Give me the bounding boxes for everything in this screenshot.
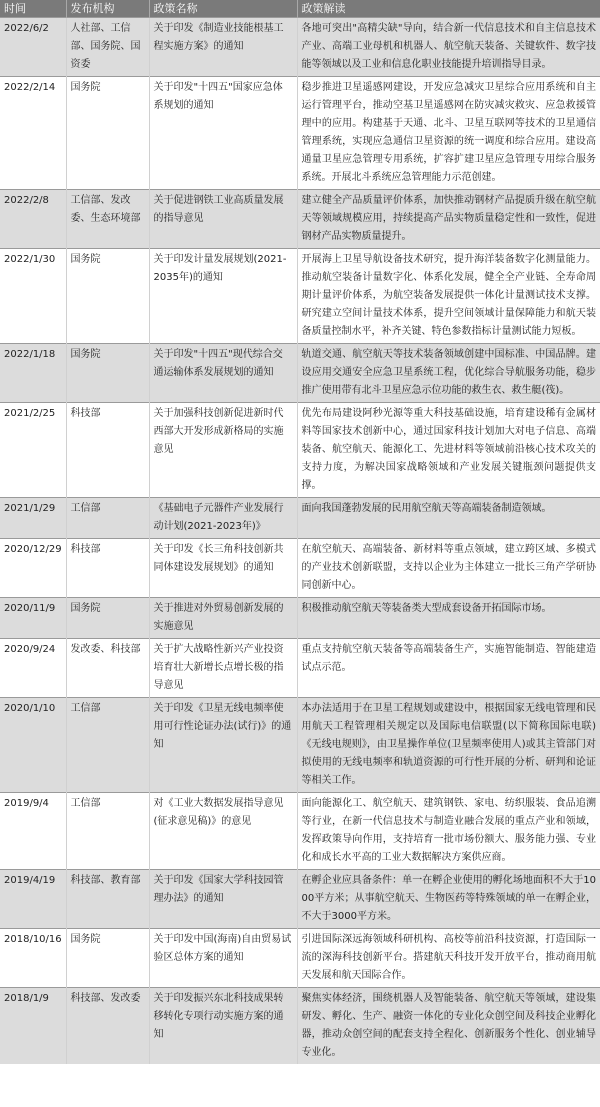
table-header-row bbox=[0, 0, 600, 18]
cell-desc: 积极推动航空航天等装备类大型成套设备开拓国际市场。 bbox=[297, 598, 600, 639]
cell-date: 2022/1/18 bbox=[0, 344, 66, 403]
cell-date: 2020/12/29 bbox=[0, 539, 66, 598]
cell-desc: 优先布局建设阿秒光源等重大科技基础设施，培育建设稀有金属材料等国家技术创新中心，通过国家科技计划加大对电子信息、高端装备、航空航天、能源化工、先进材料等领域前沿核心技术攻关的支持力度，为解决国家战略领域和产业发展关键瓶颈问题提供支撑。 bbox=[297, 403, 600, 498]
cell-org: 发改委、科技部 bbox=[66, 639, 149, 698]
cell-policy-name: 关于印发"十四五"现代综合交通运输体系发展规划的通知 bbox=[149, 344, 297, 403]
cell-org: 工信部 bbox=[66, 793, 149, 870]
cell-policy-name: 关于印发《长三角科技创新共同体建设发展规划》的通知 bbox=[149, 539, 297, 598]
table-row bbox=[0, 988, 600, 1065]
cell-policy-name: 关于推进对外贸易创新发展的实施意见 bbox=[149, 598, 297, 639]
cell-policy-name: 关于印发《国家大学科技园管理办法》的通知 bbox=[149, 870, 297, 929]
table-row bbox=[0, 698, 600, 793]
cell-desc: 建立健全产品质量评价体系，加快推动钢材产品提质升级在航空航天等领域规模应用，持续提高产品实物质量稳定性和一致性，促进钢材产品实物质量提升。 bbox=[297, 190, 600, 249]
cell-date: 2022/6/2 bbox=[0, 18, 66, 77]
cell-desc: 在孵企业应具备条件：单一在孵企业使用的孵化场地面积不大于1000平方米；从事航空航天、生物医药等特殊领域的单一在孵企业，不大于3000平方米。 bbox=[297, 870, 600, 929]
table-row bbox=[0, 793, 600, 870]
cell-desc: 面向能源化工、航空航天、建筑钢铁、家电、纺织服装、食品追溯等行业，在新一代信息技术与制造业融合发展的重点产业和领域，发挥政策导向作用，支持培育一批市场份额大、服务能力强、专业化和成长水平高的工业大数据解决方案供应商。 bbox=[297, 793, 600, 870]
cell-desc: 各地可突出"高精尖缺"导向，结合新一代信息技术和自主信息技术产业、高端工业母机和机器人、航空航天装备、关键软件、数字技能等领域以及工业和信息化职业技能提升培训指导目录。 bbox=[297, 18, 600, 77]
cell-desc: 稳步推进卫星遥感网建设，开发应急减灾卫星综合应用系统和自主运行管理平台，推动空基卫星遥感网在防灾减灾救灾、应急救援管理中的应用。构建基于天通、北斗、卫星互联网等技术的卫星通信管理系统，实现应急通信卫星资源的统一调度和综合应用。建设高通量卫星应急管理专用系统，扩容扩建卫星应急管理专用综合服务系统。开展北斗系统应急管理能力示范创建。 bbox=[297, 77, 600, 190]
table-row bbox=[0, 539, 600, 598]
table-row bbox=[0, 929, 600, 988]
cell-date: 2020/9/24 bbox=[0, 639, 66, 698]
cell-org: 国务院 bbox=[66, 929, 149, 988]
cell-policy-name: 关于加强科技创新促进新时代西部大开发形成新格局的实施意见 bbox=[149, 403, 297, 498]
cell-desc: 聚焦实体经济，围绕机器人及智能装备、航空航天等领域，建设集研发、孵化、生产、融资一体化的专业化众创空间及科技企业孵化器，推动众创空间的配套支持全程化、创新服务个性化、创业辅导专业化。 bbox=[297, 988, 600, 1065]
table-row bbox=[0, 639, 600, 698]
cell-policy-name: 关于印发计量发展规划(2021-2035年)的通知 bbox=[149, 249, 297, 344]
cell-desc: 引进国际深远海领域科研机构、高校等前沿科技资源，打造国际一流的深海科技创新平台。搭建航天科技开发开放平台，推动商用航天发展和航天国际合作。 bbox=[297, 929, 600, 988]
cell-policy-name: 关于印发振兴东北科技成果转移转化专项行动实施方案的通知 bbox=[149, 988, 297, 1065]
cell-org: 人社部、工信部、国务院、国资委 bbox=[66, 18, 149, 77]
table-row bbox=[0, 498, 600, 539]
cell-policy-name: 关于扩大战略性新兴产业投资培育壮大新增长点增长极的指导意见 bbox=[149, 639, 297, 698]
cell-desc: 面向我国蓬勃发展的民用航空航天等高端装备制造领域。 bbox=[297, 498, 600, 539]
table-row bbox=[0, 598, 600, 639]
cell-org: 科技部、教育部 bbox=[66, 870, 149, 929]
cell-org: 工信部 bbox=[66, 498, 149, 539]
cell-desc: 开展海上卫星导航设备技术研究，提升海洋装备数字化测量能力。推动航空装备计量数字化、体系化发展，健全全产业链、全寿命周期计量评价体系，为航空装备发展提供一体化计量测试技术支撑。研究建立空间计量技术体系，提升空间领域计量保障能力和航天装备质量控制水平，补齐关键、特色参数指标计量测试能力短板。 bbox=[297, 249, 600, 344]
cell-date: 2019/9/4 bbox=[0, 793, 66, 870]
cell-date: 2022/1/30 bbox=[0, 249, 66, 344]
table-row bbox=[0, 18, 600, 77]
table-row bbox=[0, 77, 600, 190]
header-desc: 政策解读 bbox=[297, 0, 600, 18]
cell-org: 国务院 bbox=[66, 249, 149, 344]
cell-policy-name: 对《工业大数据发展指导意见(征求意见稿)》的意见 bbox=[149, 793, 297, 870]
cell-policy-name: 关于促进钢铁工业高质量发展的指导意见 bbox=[149, 190, 297, 249]
table-row bbox=[0, 249, 600, 344]
cell-date: 2020/11/9 bbox=[0, 598, 66, 639]
cell-policy-name: 关于印发《卫星无线电频率使用可行性论证办法(试行)》的通知 bbox=[149, 698, 297, 793]
cell-date: 2022/2/8 bbox=[0, 190, 66, 249]
cell-org: 国务院 bbox=[66, 344, 149, 403]
cell-date: 2018/10/16 bbox=[0, 929, 66, 988]
header-date: 时间 bbox=[0, 0, 66, 18]
cell-desc: 在航空航天、高端装备、新材料等重点领域，建立跨区域、多模式的产业技术创新联盟，支持以企业为主体建立一批长三角产学研协同创新中心。 bbox=[297, 539, 600, 598]
cell-org: 科技部 bbox=[66, 403, 149, 498]
cell-date: 2022/2/14 bbox=[0, 77, 66, 190]
table-row bbox=[0, 344, 600, 403]
cell-policy-name: 关于印发中国(海南)自由贸易试验区总体方案的通知 bbox=[149, 929, 297, 988]
cell-desc: 轨道交通、航空航天等技术装备领域创建中国标准、中国品牌。建设应用交通安全应急卫星系统工程，优化综合导航服务功能，稳步推广使用带有北斗卫星应急示位功能的救生衣、救生艇(筏)。 bbox=[297, 344, 600, 403]
header-org: 发布机构 bbox=[66, 0, 149, 18]
cell-desc: 重点支持航空航天装备等高端装备生产，实施智能制造、智能建造试点示范。 bbox=[297, 639, 600, 698]
cell-date: 2020/1/10 bbox=[0, 698, 66, 793]
table-row bbox=[0, 403, 600, 498]
cell-date: 2021/2/25 bbox=[0, 403, 66, 498]
table-row bbox=[0, 870, 600, 929]
cell-date: 2019/4/19 bbox=[0, 870, 66, 929]
cell-policy-name: 《基础电子元器件产业发展行动计划(2021-2023年)》 bbox=[149, 498, 297, 539]
table-row bbox=[0, 190, 600, 249]
header-name: 政策名称 bbox=[149, 0, 297, 18]
cell-org: 工信部 bbox=[66, 698, 149, 793]
cell-org: 国务院 bbox=[66, 77, 149, 190]
table-body bbox=[0, 18, 600, 1065]
cell-org: 国务院 bbox=[66, 598, 149, 639]
cell-org: 科技部 bbox=[66, 539, 149, 598]
cell-org: 科技部、发改委 bbox=[66, 988, 149, 1065]
cell-date: 2021/1/29 bbox=[0, 498, 66, 539]
cell-date: 2018/1/9 bbox=[0, 988, 66, 1065]
cell-desc: 本办法适用于在卫星工程规划或建设中，根据国家无线电管理和民用航天工程管理相关规定以及国际电信联盟(以下简称国际电联)《无线电规则》，由卫星操作单位(卫星频率使用人)或其主管部门对拟使用的无线电频率和轨道资源的可行性开展的分析、研判和论证等相关工作。 bbox=[297, 698, 600, 793]
cell-org: 工信部、发改委、生态环境部 bbox=[66, 190, 149, 249]
cell-policy-name: 关于印发《制造业技能根基工程实施方案》的通知 bbox=[149, 18, 297, 77]
cell-policy-name: 关于印发"十四五"国家应急体系规划的通知 bbox=[149, 77, 297, 190]
